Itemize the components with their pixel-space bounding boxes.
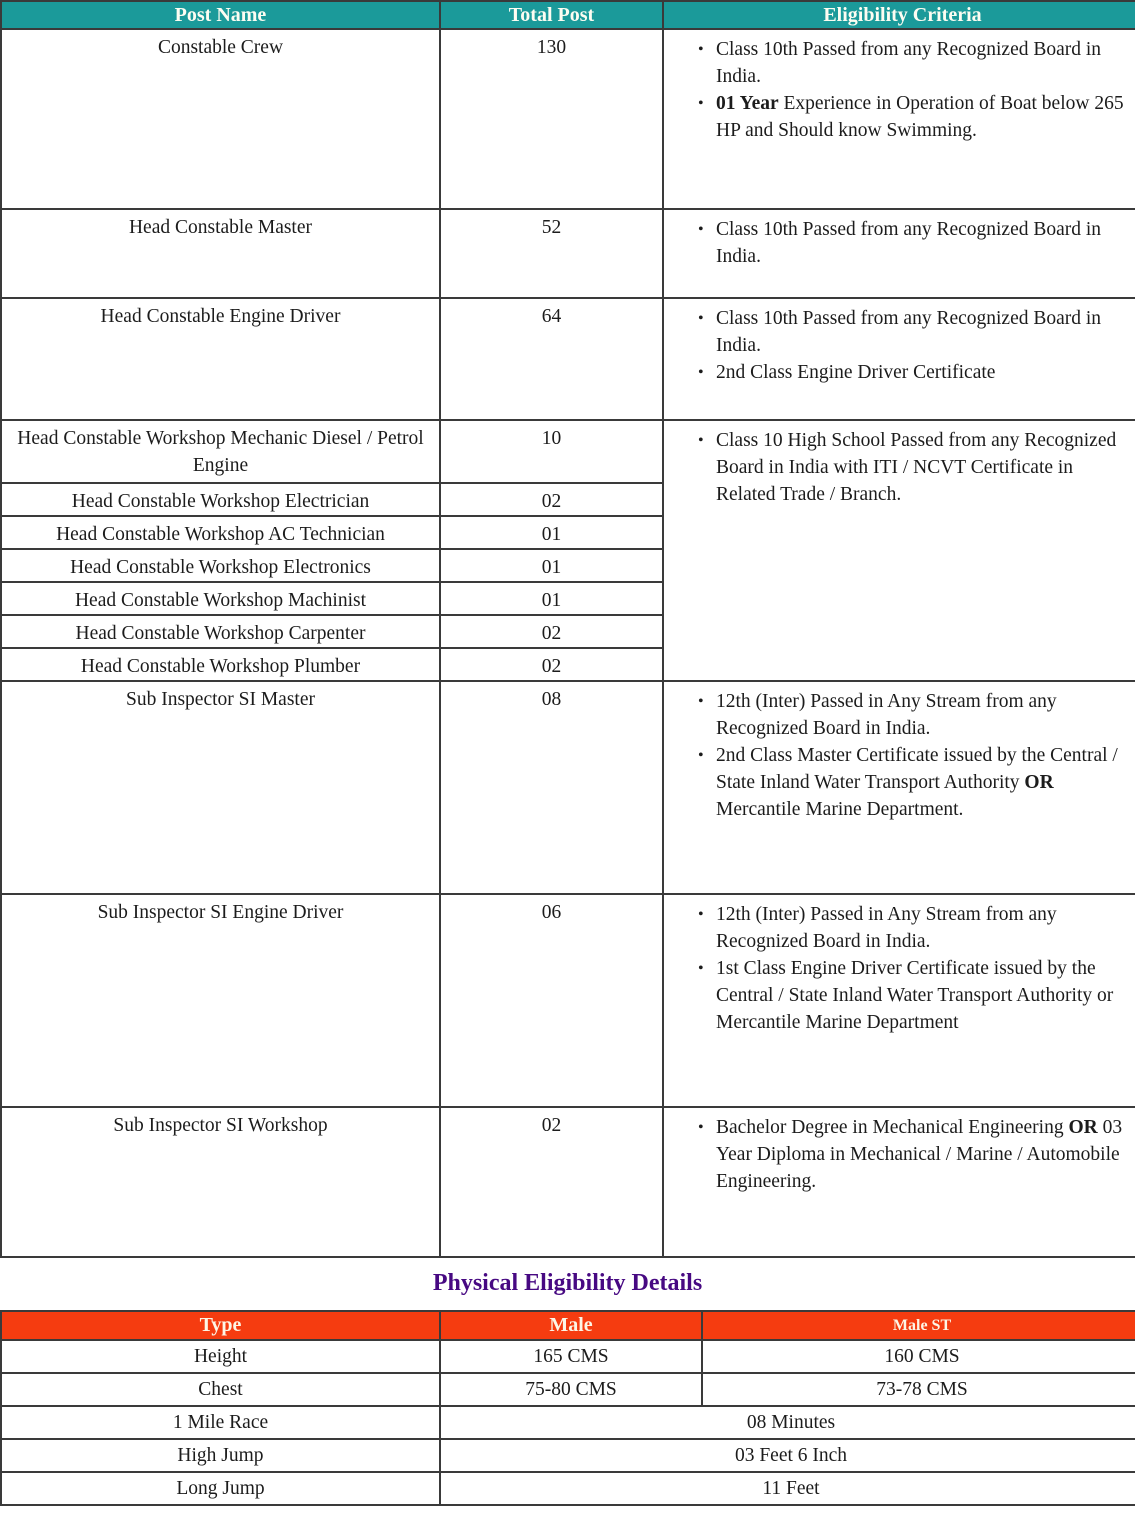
- eligibility-text: Class 10th Passed from any Recognized Board in India.: [716, 308, 1102, 356]
- eligibility-bullet: [698, 427, 1135, 508]
- eligibility-cell: [663, 209, 1135, 298]
- table-row: [1, 298, 1135, 420]
- eligibility-text: 2nd Class Master Certificate issued by the Central / State Inland Water Transport Authority OR Mercantile Marine Department.: [716, 745, 1118, 820]
- total-post-cell: 06: [440, 894, 663, 1107]
- recruitment-table-body: [1, 29, 1135, 1257]
- header-male: Male: [440, 1311, 702, 1340]
- total-post-cell: 64: [440, 298, 663, 420]
- header-total-post: Total Post: [440, 1, 663, 29]
- post-name-cell: Head Constable Workshop Electronics: [1, 549, 440, 582]
- bullet-icon: •: [698, 221, 704, 238]
- table-row: [1, 1340, 1135, 1373]
- header-eligibility: Eligibility Criteria: [663, 1, 1135, 29]
- male-st-value-cell: 73-78 CMS: [702, 1373, 1135, 1406]
- eligibility-bullet: [698, 216, 1135, 270]
- eligibility-text: Class 10th Passed from any Recognized Board in India.: [716, 39, 1102, 87]
- eligibility-cell: [663, 29, 1135, 209]
- eligibility-bullet: [698, 36, 1135, 90]
- total-post-cell: 08: [440, 681, 663, 894]
- total-post-cell: 01: [440, 549, 663, 582]
- eligibility-text: Bachelor Degree in Mechanical Engineering OR 03 Year Diploma in Mechanical / Marine / Automobile Engineering.: [716, 1117, 1123, 1192]
- eligibility-cell: [663, 1107, 1135, 1257]
- post-name-cell: Head Constable Workshop Carpenter: [1, 615, 440, 648]
- post-name-cell: Head Constable Workshop AC Technician: [1, 516, 440, 549]
- table-row: [1, 209, 1135, 298]
- bullet-icon: •: [698, 364, 704, 381]
- eligibility-text: 01 Year Experience in Operation of Boat below 265 HP and Should know Swimming.: [716, 93, 1124, 141]
- header-male-st: Male ST: [702, 1311, 1135, 1340]
- eligibility-text: 12th (Inter) Passed in Any Stream from any Recognized Board in India.: [716, 691, 1057, 739]
- type-cell: Height: [1, 1340, 440, 1373]
- eligibility-cell: [663, 420, 1135, 681]
- type-cell: 1 Mile Race: [1, 1406, 440, 1439]
- eligibility-bullet: [698, 359, 1135, 386]
- physical-eligibility-heading: Physical Eligibility Details: [432, 1270, 703, 1296]
- post-name-cell: Head Constable Workshop Machinist: [1, 582, 440, 615]
- physical-table: [0, 1310, 1135, 1506]
- eligibility-text: 1st Class Engine Driver Certificate issued by the Central / State Inland Water Transport Authority or Mercantile Marine Department: [716, 958, 1114, 1033]
- table-row: [1, 1373, 1135, 1406]
- table-row: [1, 420, 1135, 483]
- table-row: [1, 1107, 1135, 1257]
- post-name-cell: Head Constable Master: [1, 209, 440, 298]
- eligibility-bullet: [698, 742, 1135, 823]
- total-post-cell: 01: [440, 516, 663, 549]
- total-post-cell: 02: [440, 1107, 663, 1257]
- bullet-icon: •: [698, 1119, 704, 1136]
- table-row: [1, 894, 1135, 1107]
- bullet-icon: •: [698, 906, 704, 923]
- physical-header-row: [1, 1311, 1135, 1340]
- bullet-icon: •: [698, 432, 704, 449]
- eligibility-bullet: [698, 955, 1135, 1036]
- header-post-name: Post Name: [1, 1, 440, 29]
- post-name-cell: Sub Inspector SI Workshop: [1, 1107, 440, 1257]
- type-cell: Chest: [1, 1373, 440, 1406]
- table-row: [1, 681, 1135, 894]
- bullet-icon: •: [698, 310, 704, 327]
- total-post-cell: 01: [440, 582, 663, 615]
- total-post-cell: 02: [440, 483, 663, 516]
- table-row: [1, 1439, 1135, 1472]
- post-name-cell: Head Constable Workshop Plumber: [1, 648, 440, 681]
- post-name-cell: Head Constable Workshop Electrician: [1, 483, 440, 516]
- post-name-cell: Head Constable Engine Driver: [1, 298, 440, 420]
- merged-value-cell: 08 Minutes: [440, 1406, 1135, 1439]
- eligibility-text: 12th (Inter) Passed in Any Stream from any Recognized Board in India.: [716, 904, 1057, 952]
- total-post-cell: 130: [440, 29, 663, 209]
- eligibility-cell: [663, 681, 1135, 894]
- bullet-icon: •: [698, 960, 704, 977]
- total-post-cell: 52: [440, 209, 663, 298]
- table-row: [1, 1406, 1135, 1439]
- eligibility-cell: [663, 298, 1135, 420]
- eligibility-bullet: [698, 305, 1135, 359]
- type-cell: High Jump: [1, 1439, 440, 1472]
- eligibility-bullet: [698, 688, 1135, 742]
- post-name-cell: Constable Crew: [1, 29, 440, 209]
- bullet-icon: •: [698, 95, 704, 112]
- bullet-icon: •: [698, 693, 704, 710]
- eligibility-text: Class 10 High School Passed from any Recognized Board in India with ITI / NCVT Certificate in Related Trade / Branch.: [716, 430, 1117, 505]
- total-post-cell: 10: [440, 420, 663, 483]
- physical-table-body: [1, 1340, 1135, 1505]
- post-name-cell: Sub Inspector SI Master: [1, 681, 440, 894]
- eligibility-bullet: [698, 901, 1135, 955]
- post-name-cell: Head Constable Workshop Mechanic Diesel / Petrol Engine: [1, 420, 440, 483]
- merged-value-cell: 03 Feet 6 Inch: [440, 1439, 1135, 1472]
- eligibility-text: 2nd Class Engine Driver Certificate: [716, 362, 996, 383]
- total-post-cell: 02: [440, 648, 663, 681]
- table-row: [1, 29, 1135, 209]
- bullet-icon: •: [698, 41, 704, 58]
- eligibility-bullet: [698, 90, 1135, 144]
- eligibility-cell: [663, 894, 1135, 1107]
- recruitment-header-row: [1, 1, 1135, 29]
- type-cell: Long Jump: [1, 1472, 440, 1505]
- table-row: [1, 1472, 1135, 1505]
- male-st-value-cell: 160 CMS: [702, 1340, 1135, 1373]
- bullet-icon: •: [698, 747, 704, 764]
- post-name-cell: Sub Inspector SI Engine Driver: [1, 894, 440, 1107]
- eligibility-bullet: [698, 1114, 1135, 1195]
- male-value-cell: 165 CMS: [440, 1340, 702, 1373]
- male-value-cell: 75-80 CMS: [440, 1373, 702, 1406]
- merged-value-cell: 11 Feet: [440, 1472, 1135, 1505]
- total-post-cell: 02: [440, 615, 663, 648]
- eligibility-text: Class 10th Passed from any Recognized Board in India.: [716, 219, 1102, 267]
- header-type: Type: [1, 1311, 440, 1340]
